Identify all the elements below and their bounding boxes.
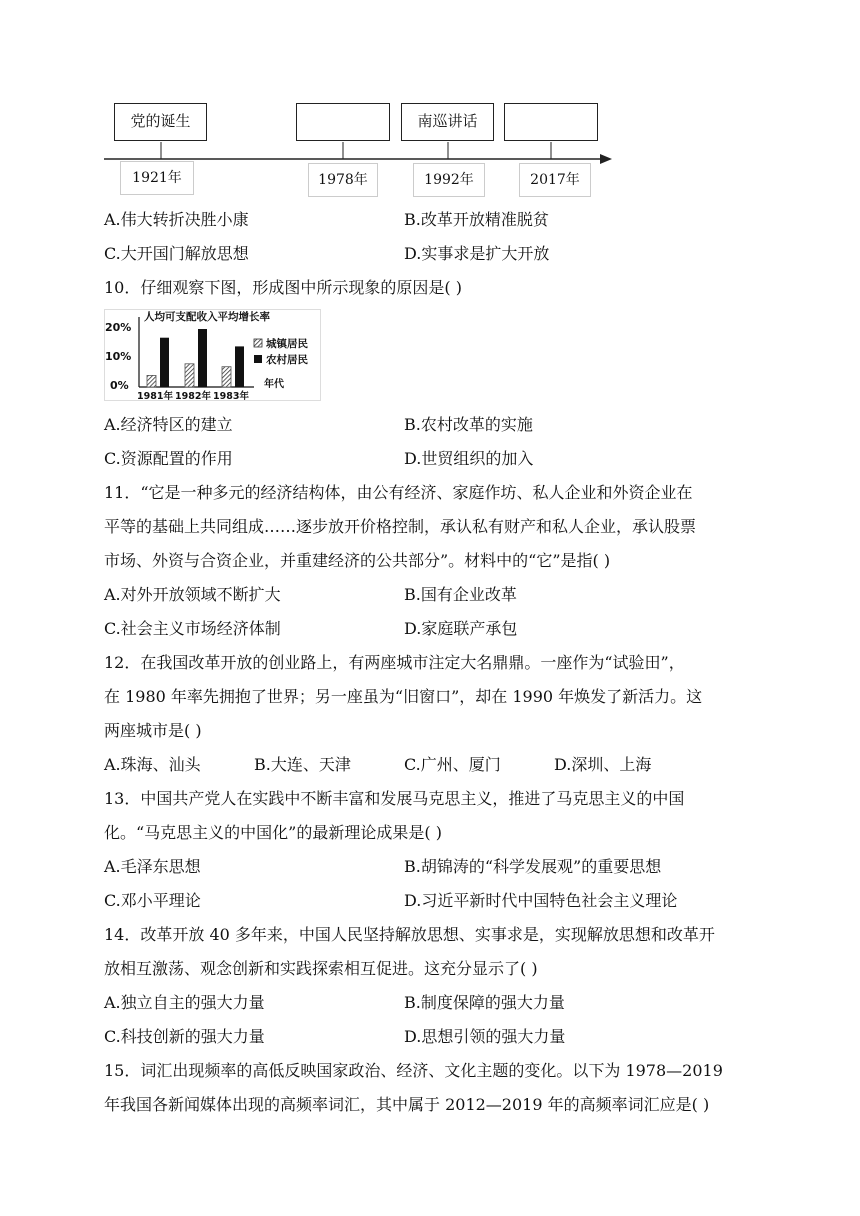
- q14-stem-line-2: 放相互激荡、观念创新和实践探索相互促进。这充分显示了( ): [104, 959, 538, 978]
- q9-option-b[interactable]: B.改革开放精准脱贫: [404, 210, 549, 229]
- q10-option-d[interactable]: D.世贸组织的加入: [404, 449, 534, 468]
- q14-stem-line-1: 14．改革开放 40 多年来，中国人民坚持解放思想、实事求是，实现解放思想和改革开: [104, 925, 715, 944]
- timeline-box-2017: [504, 103, 598, 141]
- legend-label-rural: 农村居民: [266, 354, 308, 366]
- q12-stem-line-1: 12．在我国改革开放的创业路上，有两座城市注定大名鼎鼎。一座作为“试验田”，: [104, 653, 685, 672]
- q10-option-c[interactable]: C.资源配置的作用: [104, 449, 233, 468]
- chart-xlabel: 年代: [264, 379, 284, 390]
- q12-option-a[interactable]: A.珠海、汕头: [104, 755, 201, 774]
- q11-stem-line-3: 市场、外资与合资企业，并重建经济的公共部分”。材料中的“它”是指( ): [104, 551, 611, 570]
- q12-option-d[interactable]: D.深圳、上海: [554, 755, 652, 774]
- q11-option-a[interactable]: A.对外开放领域不断扩大: [104, 585, 281, 604]
- q15-stem-line-2: 年我国各新闻媒体出现的高频率词汇，其中属于 2012—2019 年的高频率词汇应是( ): [104, 1095, 710, 1114]
- q12-option-b[interactable]: B.大连、天津: [254, 755, 351, 774]
- chart-ytick-10: 10%: [105, 350, 132, 363]
- chart-xtick-1982: 1982年: [175, 391, 211, 401]
- timeline-year-2017: 2017年: [519, 163, 591, 197]
- timeline-box-1992: 南巡讲话: [401, 103, 494, 141]
- chart-ytick-0: 0%: [110, 379, 129, 392]
- q10-stem: 10．仔细观察下图，形成图中所示现象的原因是( ): [104, 278, 462, 297]
- q13-option-b[interactable]: B.胡锦涛的“科学发展观”的重要思想: [404, 857, 662, 876]
- q11-stem-line-2: 平等的基础上共同组成……逐步放开价格控制，承认私有财产和私人企业，承认股票: [104, 517, 697, 536]
- q11-stem-line-1: 11．“它是一种多元的经济结构体，由公有经济、家庭作坊、私人企业和外资企业在: [104, 483, 693, 502]
- q13-option-c[interactable]: C.邓小平理论: [104, 891, 201, 910]
- timeline-year-1921: 1921年: [120, 161, 194, 195]
- q13-stem-line-2: 化。“马克思主义的中国化”的最新理论成果是( ): [104, 823, 442, 842]
- bar-urban-1983年: [222, 367, 231, 387]
- timeline-year-1978: 1978年: [308, 163, 378, 197]
- bar-urban-1982年: [185, 364, 194, 387]
- q11-option-d[interactable]: D.家庭联产承包: [404, 619, 518, 638]
- q14-option-d[interactable]: D.思想引领的强大力量: [404, 1027, 566, 1046]
- bar-urban-1981年: [147, 375, 156, 387]
- timeline-box-1921: 党的诞生: [114, 103, 207, 141]
- q9-option-c[interactable]: C.大开国门解放思想: [104, 244, 249, 263]
- chart-xtick-1981: 1981年: [137, 391, 173, 401]
- q9-option-d[interactable]: D.实事求是扩大开放: [404, 244, 550, 263]
- q13-option-a[interactable]: A.毛泽东思想: [104, 857, 201, 876]
- q12-stem-line-2: 在 1980 年率先拥抱了世界；另一座虽为“旧窗口”，却在 1990 年焕发了新活力。这: [104, 687, 703, 706]
- q11-option-c[interactable]: C.社会主义市场经济体制: [104, 619, 281, 638]
- chart-ytick-20: 20%: [105, 321, 132, 334]
- legend-label-urban: 城镇居民: [266, 338, 308, 350]
- timeline-box-1978: [296, 103, 390, 141]
- chart-title: 人均可支配收入平均增长率: [144, 311, 270, 323]
- q12-stem-line-3: 两座城市是( ): [104, 721, 202, 740]
- q13-stem-line-1: 13．中国共产党人在实践中不断丰富和发展马克思主义，推进了马克思主义的中国: [104, 789, 685, 808]
- income-growth-chart: [104, 309, 321, 401]
- bar-rural-1982年: [198, 329, 207, 387]
- q10-option-b[interactable]: B.农村改革的实施: [404, 415, 533, 434]
- q14-option-c[interactable]: C.科技创新的强大力量: [104, 1027, 265, 1046]
- q15-stem-line-1: 15．词汇出现频率的高低反映国家政治、经济、文化主题的变化。以下为 1978—2019: [104, 1061, 723, 1080]
- chart-xtick-1983: 1983年: [213, 391, 249, 401]
- arrow-icon: [600, 154, 612, 164]
- q13-option-d[interactable]: D.习近平新时代中国特色社会主义理论: [404, 891, 678, 910]
- q10-option-a[interactable]: A.经济特区的建立: [104, 415, 233, 434]
- timeline-year-1992: 1992年: [413, 163, 485, 197]
- legend-swatch-rural: [254, 355, 262, 363]
- legend-swatch-urban: [254, 339, 262, 347]
- q14-option-a[interactable]: A.独立自主的强大力量: [104, 993, 265, 1012]
- bar-rural-1981年: [160, 338, 169, 387]
- q9-option-a[interactable]: A.伟大转折决胜小康: [104, 210, 249, 229]
- bar-rural-1983年: [235, 346, 244, 387]
- q11-option-b[interactable]: B.国有企业改革: [404, 585, 517, 604]
- q12-option-c[interactable]: C.广州、厦门: [404, 755, 501, 774]
- q14-option-b[interactable]: B.制度保障的强大力量: [404, 993, 565, 1012]
